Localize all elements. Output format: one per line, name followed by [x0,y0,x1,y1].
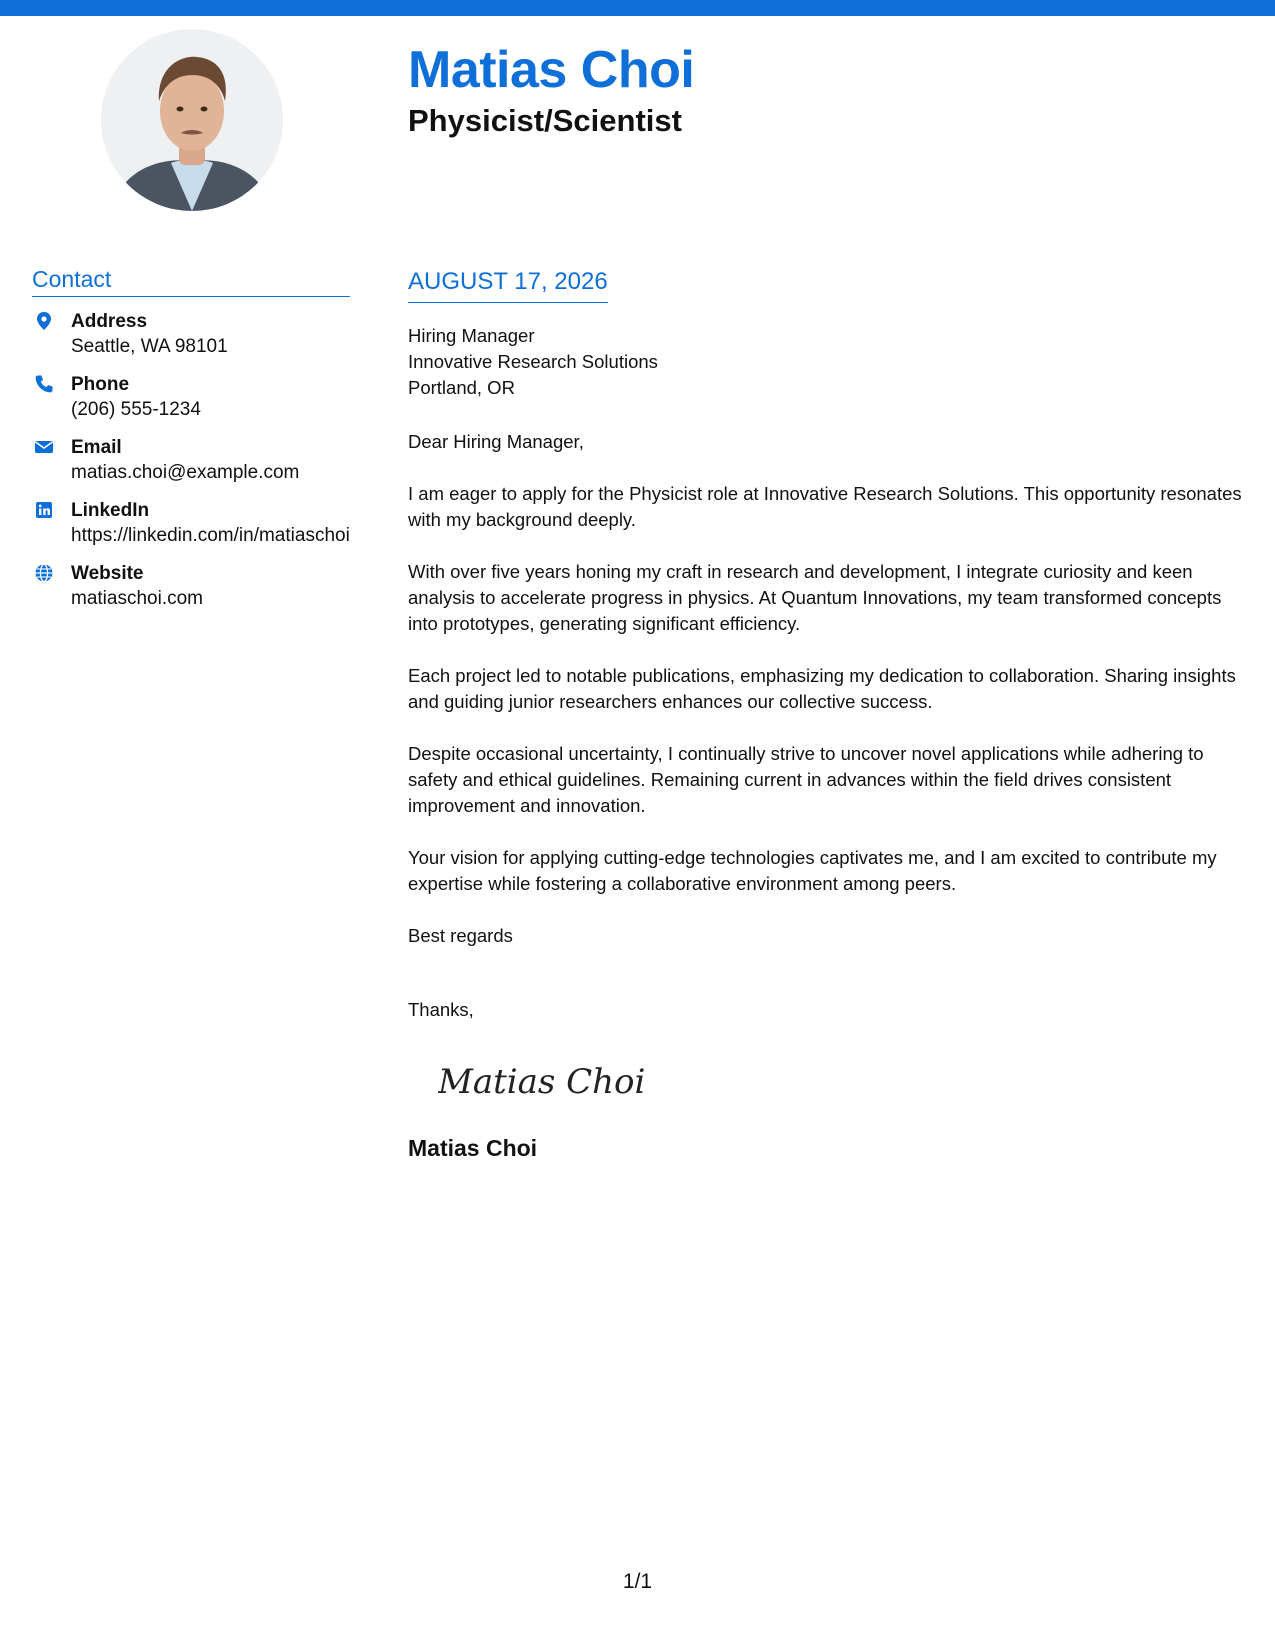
email-icon [34,437,54,457]
contact-item-email [32,435,350,485]
contact-label: LinkedIn [71,500,150,521]
top-accent-bar [0,0,1275,16]
profile-photo [101,29,283,211]
letter-paragraph: Your vision for applying cutting-edge technologies captivates me, and I am excited to contribute my expertise while fostering a collaborative environment among peers. [408,847,1217,894]
contact-value: Seattle, WA 98101 [71,336,228,357]
contact-item-website [32,561,350,611]
contact-value: (206) 555-1234 [71,399,201,420]
contact-label: Website [71,563,144,584]
recipient-line: Portland, OR [408,377,515,398]
closing: Thanks, [408,999,474,1020]
job-title: Physicist/Scientist [408,103,682,138]
contact-item-linkedin [32,498,350,548]
signer-name: Matias Choi [408,1135,538,1161]
globe-icon [34,563,54,583]
recipient-block [408,323,1248,401]
salutation: Dear Hiring Manager, [408,431,584,452]
letter-content [408,429,1248,949]
contact-value[interactable]: https://linkedin.com/in/matiaschoi [71,525,350,546]
location-pin-icon [34,311,54,331]
page-number: 1/1 [622,1570,653,1593]
phone-icon [34,374,54,394]
contact-item-phone [32,372,350,422]
recipient-line: Hiring Manager [408,325,535,346]
contact-sidebar [32,266,350,624]
letter-body [408,268,1248,1162]
contact-heading: Contact [32,266,350,297]
signature-image [438,1051,678,1111]
letter-paragraph: Best regards [408,925,513,946]
contact-value: matias.choi@example.com [71,462,300,483]
letter-date: AUGUST 17, 2026 [408,268,608,303]
signature-text: Matias Choi [438,1062,646,1102]
applicant-name: Matias Choi [408,41,695,99]
contact-label: Address [71,311,148,332]
letter-paragraph: I am eager to apply for the Physicist role at Innovative Research Solutions. This opportunity resonates with my background deeply. [408,483,1242,530]
contact-label: Phone [71,374,130,395]
letter-paragraph: Each project led to notable publications, emphasizing my dedication to collaboration. Sharing insights and guiding junior researchers enhances our collective success. [408,665,1236,712]
contact-value[interactable]: matiaschoi.com [71,588,203,609]
recipient-line: Innovative Research Solutions [408,351,658,372]
letter-paragraph: Despite occasional uncertainty, I continually strive to uncover novel applications while adhering to safety and ethical guidelines. Remaining current in advances within the field drives consistent improvement and innovation. [408,743,1204,816]
contact-item-address [32,309,350,359]
linkedin-icon [34,500,54,520]
letter-paragraph: With over five years honing my craft in research and development, I integrate curiosity and keen analysis to accelerate progress in physics. At Quantum Innovations, my team transformed concepts into prototypes, generating significant efficiency. [408,561,1222,634]
contact-label: Email [71,437,122,458]
